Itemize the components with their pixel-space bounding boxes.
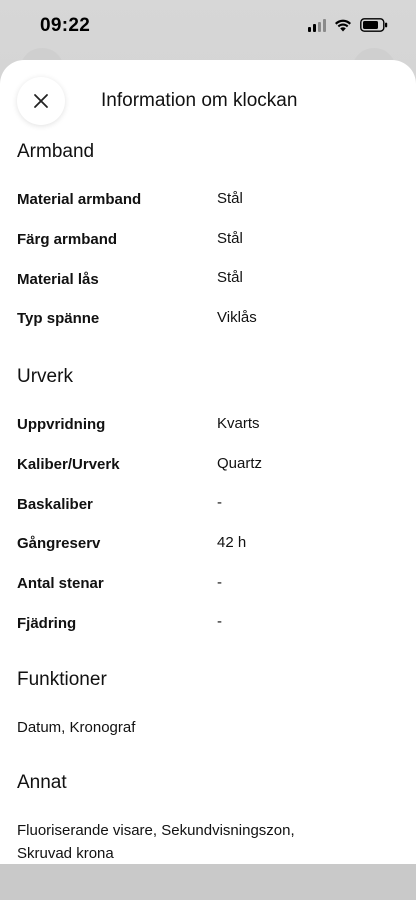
armband-spec-list — [17, 180, 399, 339]
annat-text — [17, 819, 295, 864]
spec-row — [17, 259, 399, 299]
spec-value: Quartz — [217, 454, 263, 472]
sheet-title: Information om klockan — [101, 90, 298, 111]
spec-value: - — [217, 494, 222, 512]
status-icons — [308, 18, 388, 32]
annat-text-line: Fluoriserande visare, Sekundvisningszon, — [17, 822, 295, 839]
close-icon — [33, 93, 49, 109]
spec-row — [17, 220, 399, 260]
spec-label: Gångreserv — [17, 535, 101, 553]
spec-row — [17, 484, 399, 524]
spec-value: - — [217, 573, 222, 591]
spec-row — [17, 524, 399, 564]
wifi-icon — [334, 19, 352, 32]
annat-text-line: Skruvad krona — [17, 845, 114, 862]
spec-value: - — [217, 613, 222, 631]
spec-value: 42 h — [217, 534, 247, 552]
spec-row — [17, 180, 399, 220]
spec-label: Färg armband — [17, 231, 118, 249]
watch-info-sheet — [0, 60, 416, 864]
close-button[interactable] — [17, 77, 65, 125]
spec-label: Uppvridning — [17, 416, 106, 434]
spec-row — [17, 445, 399, 485]
spec-row — [17, 405, 399, 445]
spec-label: Fjädring — [17, 614, 77, 632]
sheet-header — [0, 60, 416, 140]
spec-value: Viklås — [217, 309, 257, 327]
spec-value: Stål — [217, 269, 243, 287]
spec-label: Antal stenar — [17, 575, 104, 593]
bottom-bar — [0, 864, 416, 900]
spec-label: Typ spänne — [17, 310, 100, 328]
spec-row — [17, 564, 399, 604]
spec-label: Material armband — [17, 191, 142, 209]
section-title-armband: Armband — [17, 141, 95, 162]
battery-icon — [360, 18, 388, 32]
urverk-spec-list — [17, 405, 399, 643]
status-time: 09:22 — [40, 15, 91, 36]
funktioner-text: Datum, Kronograf — [17, 719, 136, 736]
spec-label: Kaliber/Urverk — [17, 456, 120, 474]
spec-row — [17, 603, 399, 643]
spec-value: Kvarts — [217, 415, 260, 432]
spec-row — [17, 299, 399, 339]
spec-value: Stål — [217, 229, 243, 247]
section-title-funktioner: Funktioner — [17, 669, 107, 690]
section-title-annat: Annat — [17, 772, 67, 793]
status-bar — [0, 0, 416, 56]
spec-label: Baskaliber — [17, 495, 93, 513]
cellular-signal-icon — [308, 19, 326, 32]
spec-value: Stål — [217, 190, 243, 207]
spec-label: Material lås — [17, 270, 99, 288]
section-title-urverk: Urverk — [17, 366, 73, 387]
